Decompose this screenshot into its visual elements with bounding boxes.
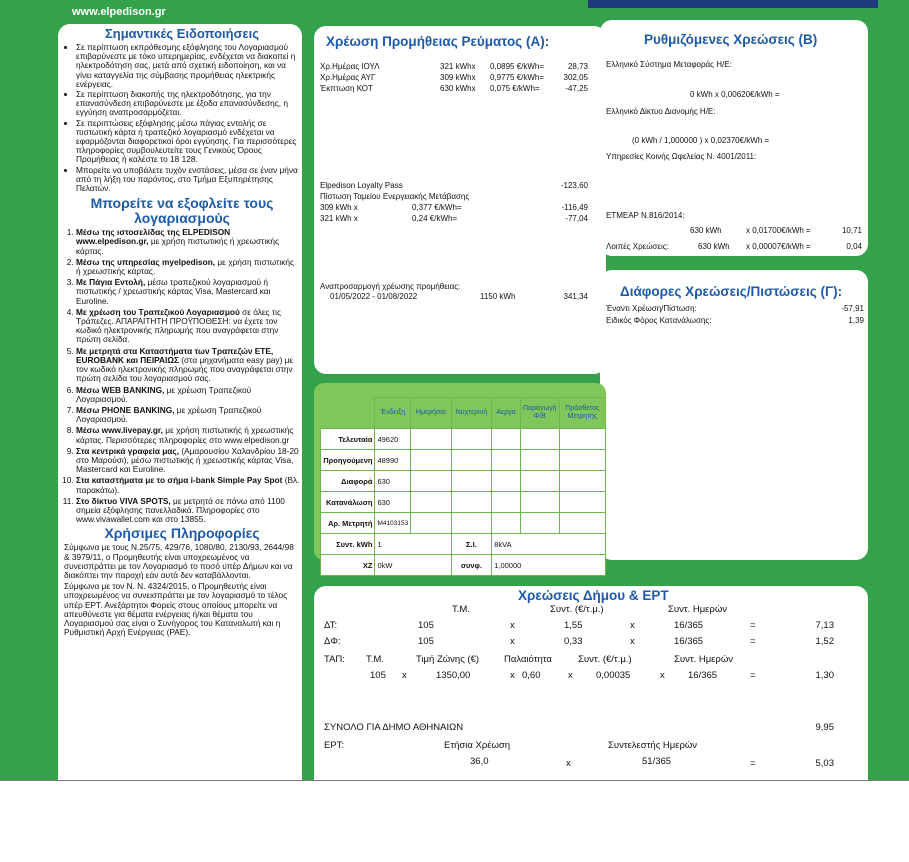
meter-readings-panel xyxy=(314,383,606,570)
other-qty: 630 kWh xyxy=(698,242,730,251)
times-sign: x xyxy=(630,620,635,631)
payment-methods-list xyxy=(64,228,300,524)
meter-value: M4103153 xyxy=(375,513,411,534)
payment-method-item xyxy=(76,497,300,525)
fund-amount: -116,49 xyxy=(561,203,588,212)
distribution-label: Ελληνικό Δίκτυο Διανομής Η/Ε: xyxy=(606,107,716,116)
other-amount: 0,04 xyxy=(846,242,862,251)
xz-label: ΧΖ xyxy=(321,555,375,576)
method-desc: με χρήση πιστωτικής ή χρεωστικής κάρτας. xyxy=(76,256,295,277)
etmear-qty: 630 kWh xyxy=(690,226,722,235)
payment-method-item xyxy=(76,228,300,256)
supply-row-rate: 0,0895 €/kWh= xyxy=(490,62,545,71)
misc-row-amount: 1,39 xyxy=(848,316,864,325)
meter-value: 630 xyxy=(375,471,411,492)
head-tm: Τ.Μ. xyxy=(452,604,470,615)
meter-empty-cell xyxy=(520,471,559,492)
notices-list xyxy=(64,43,300,193)
left-info-panel xyxy=(58,24,302,780)
method-name: Στα καταστήματα με το σήμα i-bank Simple Pay Spot xyxy=(76,475,283,486)
adjustment-label: Αναπροσαρμογή χρέωσης προμήθειας: xyxy=(320,282,461,291)
meter-corner xyxy=(321,398,375,429)
supply-row-label: Έκπτωση ΚΟΤ xyxy=(320,84,373,93)
ert-label: ΕΡΤ: xyxy=(324,740,345,751)
tap-head-age: Παλαιότητα xyxy=(504,654,552,665)
meter-empty-cell xyxy=(559,471,605,492)
meter-empty-cell xyxy=(451,471,492,492)
meter-row xyxy=(321,471,606,492)
meter-empty-cell xyxy=(451,492,492,513)
method-name: Μέσω της ιστοσελίδας της ELPEDISON www.elpedison.gr, xyxy=(76,227,231,247)
important-notices-title: Σημαντικές Ειδοποιήσεις xyxy=(104,26,260,41)
method-desc: με χρέωση Τραπεζικού Λογαριασμού. xyxy=(76,404,262,425)
fund-qty: 321 kWh x xyxy=(320,214,358,223)
times-sign: x xyxy=(568,670,573,681)
equals-sign: = xyxy=(750,670,756,681)
meter-empty-cell xyxy=(520,450,559,471)
etmear-label: ΕΤΜΕΑΡ Ν.816/2014: xyxy=(606,211,685,220)
misc-row-label: Ειδικός Φόρος Κατανάλωσης: xyxy=(606,316,712,325)
supply-row-amount: 302,05 xyxy=(563,73,588,82)
meter-empty-cell xyxy=(492,513,521,534)
fund-rate: 0,377 €/kWh= xyxy=(412,203,462,212)
meter-empty-cell xyxy=(411,513,451,534)
municipal-charges-panel xyxy=(314,586,868,780)
notice-item: • Σε περιπτώσεις εξόφλησης μέσω πάγιας εντολής σε πιστωτική κάρτα ή τραπεζικό λογαριασμό ενδέχεται να εφαρμόζονται διαφορετικοί όροι εγγύησης. Για περισσότερες πληροφορίες συμβουλευτείτε τους Γενικούς Όρους Προμήθειας ή καλέστε το 18 128. xyxy=(76,119,300,165)
times-sign: x xyxy=(510,670,515,681)
meter-empty-cell xyxy=(492,471,521,492)
misc-charges-panel xyxy=(600,270,868,560)
tap-age: 0,60 xyxy=(522,670,541,681)
municipal-total-amount: 9,95 xyxy=(815,722,834,733)
meter-value: 48990 xyxy=(375,450,411,471)
tap-head-days: Συντ. Ημερών xyxy=(674,654,733,665)
method-desc: (Αμαρουσίου Χαλανδρίου 18-20 στο Μαρούσι), μέσω πιστωτικής ή χρεωστικής κάρτας Visa, Mastercard και Euroline. xyxy=(76,445,299,475)
notice-item: • Σε περίπτωση διακοπής της ηλεκτροδότησης, για την επανασύνδεση επιβαρύνεστε με έξοδα επανασύνδεσης, η εγγύηση αναπροσαρμόζεται. xyxy=(76,90,300,118)
method-desc: με χρήση πιστωτικής ή χρεωστικής κάρτας. Περισσότερες πληροφορίες στο www.elpedison.gr xyxy=(76,425,294,445)
meter-empty-cell xyxy=(520,429,559,450)
meter-empty-cell xyxy=(492,429,521,450)
ert-annual: 36,0 xyxy=(470,756,489,767)
df-coef: 0,33 xyxy=(564,636,583,647)
fund-qty: 309 kWh x xyxy=(320,203,358,212)
meter-empty-cell xyxy=(492,450,521,471)
meter-header: Πρόσθετος Μετρητής xyxy=(559,398,605,429)
meter-empty-cell xyxy=(451,450,492,471)
adjustment-qty: 1150 kWh xyxy=(480,292,516,301)
meter-empty-cell xyxy=(411,450,451,471)
ert-head-annual: Ετήσια Χρέωση xyxy=(444,740,511,751)
method-desc: μέσω τραπεζικού λογαριασμού ή πιστωτικής / χρεωστικής κάρτας Visa, Mastercard και Euroline. xyxy=(76,277,271,306)
payment-method-item xyxy=(76,406,300,424)
fund-amount: -77,04 xyxy=(565,214,588,223)
payment-method-item xyxy=(76,347,300,384)
meter-row-label: Κατανάλωση xyxy=(321,492,375,513)
tap-head-zone: Τιμή Ζώνης (€) xyxy=(416,654,480,665)
fund-rate: 0,24 €/kWh= xyxy=(412,214,458,223)
meter-row xyxy=(321,513,606,534)
meter-header: Ένδειξη xyxy=(375,398,411,429)
dt-amount: 7,13 xyxy=(815,620,834,631)
meter-header: Ημερήσια xyxy=(411,398,451,429)
times-sign: x xyxy=(510,636,515,647)
method-name: Μέσω της υπηρεσίας myelpedison, xyxy=(76,256,216,267)
tap-label: ΤΑΠ: xyxy=(324,654,345,665)
meter-row-label: Τελευταία xyxy=(321,429,375,450)
head-days: Συντ. Ημερών xyxy=(668,604,727,615)
payment-method-item xyxy=(76,447,300,475)
tap-amount: 1,30 xyxy=(815,670,834,681)
ert-coef: 51/365 xyxy=(642,756,672,767)
other-rate: x 0,00007€/kWh = xyxy=(746,242,811,251)
synf-label: συνφ. xyxy=(451,555,492,576)
supply-row-label: Χρ.Ημέρας ΑΥΓ xyxy=(320,73,376,82)
dt-days: 16/365 xyxy=(674,620,704,631)
method-desc: με χρήση πιστωτικής ή χρεωστικής κάρτας. xyxy=(76,236,279,256)
etmear-rate: x 0,01700€/kWh = xyxy=(746,226,811,235)
meter-empty-cell xyxy=(451,513,492,534)
meter-empty-cell xyxy=(411,471,451,492)
meter-empty-cell xyxy=(411,492,451,513)
adjustment-amount: 341,34 xyxy=(563,292,588,301)
method-desc: (Βλ. παρακάτω). xyxy=(76,475,300,495)
meter-table xyxy=(320,397,606,576)
meter-empty-cell xyxy=(520,492,559,513)
misc-row-label: Έναντι Χρέωση/Πίστωση: xyxy=(606,304,697,313)
page-bottom-margin xyxy=(0,780,909,862)
meter-header: Παραγωγή Φ/Β xyxy=(520,398,559,429)
payment-method-item xyxy=(76,258,300,276)
method-name: Στα κεντρικά γραφεία μας, xyxy=(76,445,180,456)
meter-value: 49620 xyxy=(375,429,411,450)
payment-method-item xyxy=(76,308,300,345)
dt-label: ΔΤ: xyxy=(324,620,338,631)
meter-header: Νυχτερινή xyxy=(451,398,492,429)
etmear-amount: 10,71 xyxy=(841,226,862,235)
tap-head-coef: Συντ. (€/τ.μ.) xyxy=(578,654,632,665)
coef-value: 1 xyxy=(375,534,451,555)
meter-empty-cell xyxy=(492,492,521,513)
meter-empty-cell xyxy=(411,429,451,450)
top-accent-bar xyxy=(588,0,878,8)
regulated-title: Ρυθμιζόμενες Χρεώσεις (Β) xyxy=(644,32,818,47)
payment-method-item xyxy=(76,278,300,306)
df-label: ΔΦ: xyxy=(324,636,341,647)
supply-row-label: Χρ.Ημέρας ΙΟΥΛ xyxy=(320,62,380,71)
meter-empty-cell xyxy=(559,513,605,534)
supply-charges-panel xyxy=(314,26,606,374)
dt-coef: 1,55 xyxy=(564,620,583,631)
method-name: Μέσω WEB BANKING, xyxy=(76,384,165,395)
equals-sign: = xyxy=(750,620,756,631)
meter-row xyxy=(321,534,606,555)
adjustment-period: 01/05/2022 - 01/08/2022 xyxy=(330,292,418,301)
equals-sign: = xyxy=(750,758,756,769)
meter-empty-cell xyxy=(559,492,605,513)
meter-row-label: Προηγούμενη xyxy=(321,450,375,471)
synf-value: 1,00000 xyxy=(492,555,606,576)
supply-row-qty: 630 kWhx xyxy=(440,84,476,93)
ert-amount: 5,03 xyxy=(815,758,834,769)
misc-row-amount: -57,91 xyxy=(841,304,864,313)
transmission-label: Ελληνικό Σύστημα Μεταφοράς Η/Ε: xyxy=(606,60,732,69)
tap-coef: 0,00035 xyxy=(596,670,631,681)
method-desc: σε όλες τις Τράπεζες. ΑΠΑΡΑΙΤΗΤΗ ΠΡΟΫΠΟΘΕΣΗ: να έχετε τον κωδικό ηλεκτρονικής πληρωμής που αναγράφεται στην πρώτη σελίδα. xyxy=(76,306,281,345)
tap-days: 16/365 xyxy=(688,670,718,681)
equals-sign: = xyxy=(750,636,756,647)
times-sign: x xyxy=(402,670,407,681)
tap-zone: 1350,00 xyxy=(436,670,471,681)
meter-empty-cell xyxy=(451,429,492,450)
regulated-charges-panel xyxy=(600,20,868,256)
notice-item: • Μπορείτε να υποβάλετε τυχόν ενστάσεις, μέσα σε έναν μήνα από τη λήξη του παρόντος, στο Τμήμα Εξυπηρέτησης Πελατών. xyxy=(76,166,300,194)
loyalty-label: Elpedison Loyalty Pass xyxy=(320,181,403,190)
meter-empty-cell xyxy=(559,429,605,450)
meter-empty-cell xyxy=(559,450,605,471)
xz-value: 0kW xyxy=(375,555,451,576)
other-label: Λοιπές Χρεώσεις: xyxy=(606,242,669,251)
supply-row-qty: 309 kWhx xyxy=(440,73,476,82)
fund-label: Πίστωση Ταμείου Ενεργειακής Μετάβασης xyxy=(320,192,470,201)
method-desc: με χρέωση Τραπεζικού Λογαριασμού. xyxy=(76,384,252,404)
supply-title: Χρέωση Προμήθειας Ρεύματος (Α): xyxy=(326,34,550,49)
si-value: 8kVA xyxy=(492,534,606,555)
loyalty-amount: -123,60 xyxy=(560,181,588,190)
notice-item: • Σε περίπτωση εκπρόθεσμης εξόφλησης του Λογαριασμού επιβαρύνεστε με τόκο υπερημερίας, ενδέχεται να διακοπεί η ηλεκτροδότηση σας, μετά από σχετική ειδοποίηση, και να γίνει καταγγελία της σύμβασης προμήθειας ηλεκτρικής ενέργειας. xyxy=(76,43,300,89)
method-desc: με μετρητά σε πάνω από 1100 σημεία εξόφλησης πανελλαδικά. Πληροφορίες στο www.vivawallet.com και στο 13855. xyxy=(76,495,285,525)
tap-tm: 105 xyxy=(370,670,386,681)
df-tm: 105 xyxy=(418,636,434,647)
times-sign: x xyxy=(630,636,635,647)
useful-info-paragraph: Σύμφωνα με τους Ν.25/75, 429/76, 1080/80, 2130/93, 2644/98 & 3979/11, ο Προμηθευτής είναι υποχρεωμένος να συνεισπράττει με τον Λογαριασμό το ποσό υπέρ Δήμων και να διακόπτει την παροχή εάν αυτά δεν καταβάλλονται. xyxy=(64,542,294,580)
meter-row-label: Αρ. Μετρητή xyxy=(321,513,375,534)
meter-row xyxy=(321,450,606,471)
coef-label: Συντ. kWh xyxy=(321,534,375,555)
supply-row-amount: -47,25 xyxy=(565,84,588,93)
meter-row-label: Διαφορά xyxy=(321,471,375,492)
ert-head-coef: Συντελεστής Ημερών xyxy=(608,740,698,751)
meter-header: Αεργα xyxy=(492,398,521,429)
meter-row xyxy=(321,555,606,576)
transmission-calc: 0 kWh x 0,00620€/kWh = xyxy=(690,90,780,99)
payment-method-item xyxy=(76,426,300,444)
method-desc: (στα μηχανήματα easy pay) με τον κωδικό ηλεκτρονικής πληρωμής που αναγράφεται στην πρώτη σελίδα του λογαριασμού σας. xyxy=(76,354,294,384)
times-sign: x xyxy=(510,620,515,631)
head-coef: Συντ. (€/τ.μ.) xyxy=(550,604,604,615)
supply-row-qty: 321 kWhx xyxy=(440,62,476,71)
payment-methods-title: Μπορείτε να εξοφλείτε τους λογαριασμούς xyxy=(90,195,274,227)
supply-row-rate: 0,9775 €/kWh= xyxy=(490,73,545,82)
method-name: Μέσω PHONE BANKING, xyxy=(76,404,175,415)
supply-row-amount: 28,73 xyxy=(567,62,588,71)
municipal-title: Χρεώσεις Δήμου & ΕΡΤ xyxy=(518,588,669,603)
method-name: Μέσω www.livepay.gr, xyxy=(76,425,163,436)
method-name: Με χρέωση του Τραπεζικού Λογαριασμού xyxy=(76,306,240,317)
method-name: Με Πάγια Εντολή, xyxy=(76,277,146,288)
tap-head-tm: Τ.Μ. xyxy=(366,654,384,665)
payment-method-item xyxy=(76,386,300,404)
meter-value: 630 xyxy=(375,492,411,513)
dt-tm: 105 xyxy=(418,620,434,631)
method-name: Με μετρητά στα Καταστήματα των Τραπεζών ΕΤΕ, EUROBANK και ΠΕΙΡΑΙΩΣ xyxy=(76,345,274,365)
si-label: Σ.Ι. xyxy=(451,534,492,555)
municipal-total-label: ΣΥΝΟΛΟ ΓΙΑ ΔΗΜΟ ΑΘΗΝΑΙΩΝ xyxy=(324,722,464,733)
method-name: Στο δίκτυο VIVA SPOTS, xyxy=(76,495,171,506)
useful-info-paragraph: Σύμφωνα με τον Ν. Ν. 4324/2015, ο Προμηθευτής είναι υποχρεωμένος να συνεισπράττει με τον λογαριασμό το τέλος υπέρ ΕΡΤ. Ανεξάρτητοι Φορείς στους οποίους μπορείτε να απευθύνεστε για θέματα ενέργειας ή/και θέματα του Λογαριασμού σας είναι ο Συνήγορος του Καταναλωτή και η Ρυθμιστική Αρχή Ενέργειας (ΡΑΕ). xyxy=(64,581,288,638)
distribution-calc: (0 kWh / 1,000000 ) x 0,02370€/kWh = xyxy=(632,136,770,145)
meter-row xyxy=(321,429,606,450)
ypo-label: Υπηρεσίες Κοινής Ωφελείας Ν. 4001/2011: xyxy=(606,152,757,161)
payment-method-item xyxy=(76,476,300,494)
df-amount: 1,52 xyxy=(815,636,834,647)
meter-empty-cell xyxy=(520,513,559,534)
supply-row-rate: 0,075 €/kWh= xyxy=(490,84,540,93)
useful-info-title: Χρήσιμες Πληροφορίες xyxy=(104,525,260,542)
times-sign: x xyxy=(566,758,571,769)
df-days: 16/365 xyxy=(674,636,704,647)
misc-title: Διάφορες Χρεώσεις/Πιστώσεις (Γ): xyxy=(620,284,843,299)
site-url[interactable]: www.elpedison.gr xyxy=(72,6,166,18)
meter-row xyxy=(321,492,606,513)
times-sign: x xyxy=(660,670,665,681)
